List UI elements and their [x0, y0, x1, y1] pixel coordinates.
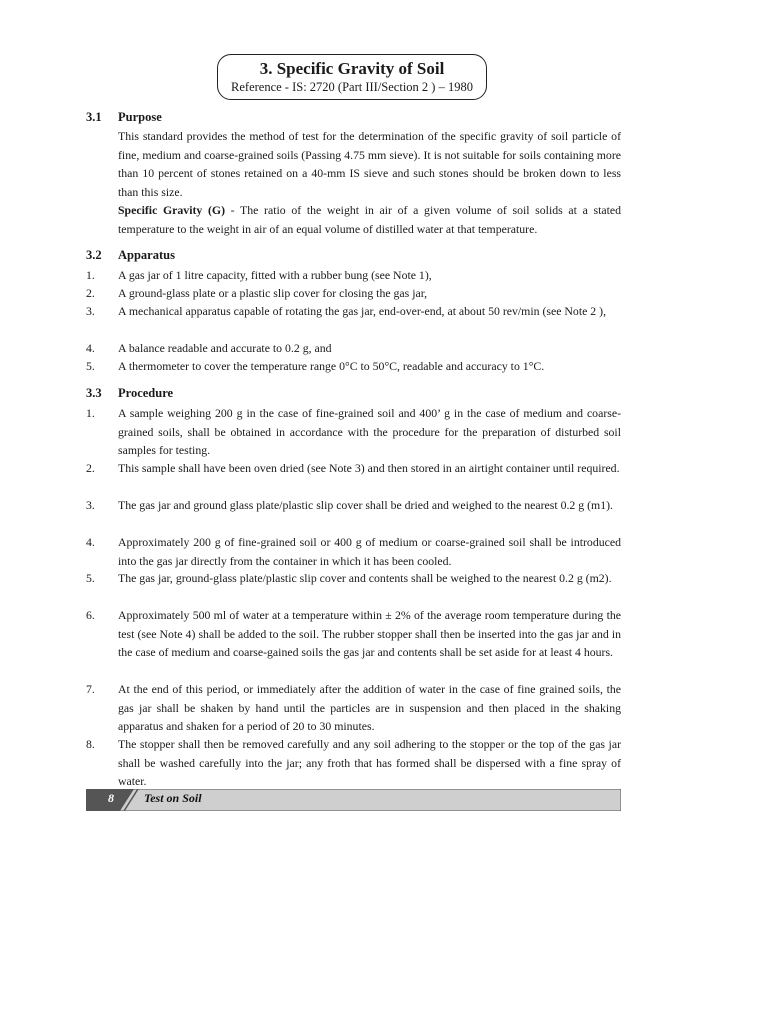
page-title: 3. Specific Gravity of Soil [259, 59, 445, 78]
section-title-procedure: Procedure [118, 386, 174, 400]
apparatus-item-number: 3. [86, 304, 95, 318]
procedure-item: The stopper shall then be removed carefully and any soil adhering to the stopper or the top of the gas jar shall be washed carefully into the jar; any froth that has formed shall be dispersed with a fine spray of water. [118, 737, 621, 788]
procedure-item-number: 5. [86, 571, 95, 585]
section-number-purpose: 3.1 [86, 110, 102, 124]
section-number-apparatus: 3.2 [86, 248, 102, 262]
procedure-item-number: 4. [86, 535, 95, 549]
apparatus-item-number: 2. [86, 286, 95, 300]
procedure-item: This sample shall have been oven dried (see Note 3) and then stored in an airtight container until required. [118, 461, 620, 475]
apparatus-item: A mechanical apparatus capable of rotating the gas jar, end-over-end, at about 50 rev/min (see Note 2 ), [118, 304, 607, 318]
procedure-item: At the end of this period, or immediately after the addition of water in the case of fine grained soils, the gas jar shall be shaken by hand until the particles are in suspension and then placed in the shaking apparatus and shaken for a period of 20 to 30 minutes. [118, 682, 621, 733]
procedure-item-number: 7. [86, 682, 95, 696]
section-number-procedure: 3.3 [86, 386, 102, 400]
procedure-item-number: 3. [86, 498, 95, 512]
section-title-purpose: Purpose [118, 110, 162, 124]
procedure-item-number: 1. [86, 406, 95, 420]
apparatus-item-number: 5. [86, 359, 95, 373]
title-box [217, 54, 487, 100]
procedure-item: The gas jar and ground glass plate/plastic slip cover shall be dried and weighed to the nearest 0.2 g (m1). [118, 498, 613, 512]
purpose-text: This standard provides the method of test for the determination of the specific gravity of soil particle of fine, medium and coarse-grained soils (Passing 4.75 mm sieve). It is not suitable for soils containing more than 10 percent of stones retained on a 40-mm IS sieve and such stones should be broken down to less than this size. [118, 129, 621, 199]
definition-term: Specific Gravity (G) [118, 203, 225, 217]
page-footer [86, 789, 621, 811]
procedure-item-number: 2. [86, 461, 95, 475]
apparatus-item: A balance readable and accurate to 0.2 g, and [118, 341, 332, 355]
procedure-item: Approximately 200 g of fine-grained soil or 400 g of medium or coarse-grained soil shall be introduced into the gas jar directly from the container in which it has been cooled. [118, 535, 621, 568]
apparatus-item: A ground-glass plate or a plastic slip cover for closing the gas jar, [118, 286, 428, 300]
procedure-item-number: 6. [86, 608, 95, 622]
definition-text: - The ratio of the weight in air of a given volume of soil solids at a stated temperature to the weight in air of an equal volume of distilled water at that temperature. [118, 203, 621, 236]
reference-line: Reference - IS: 2720 (Part III/Section 2 ) – 1980 [231, 80, 473, 94]
apparatus-item: A thermometer to cover the temperature range 0°C to 50°C, readable and accuracy to 1°C. [118, 359, 545, 373]
page-number: 8 [108, 791, 114, 805]
apparatus-item-number: 1. [86, 268, 95, 282]
footer-title: Test on Soil [144, 791, 202, 805]
procedure-item: Approximately 500 ml of water at a temperature within ± 2% of the average room temperature during the test (see Note 4) shall be added to the soil. The rubber stopper shall then be inserted into the gas jar and in the case of medium and coarse-gained soils the gas jar and contents shall be set aside for at least 4 hours. [118, 608, 621, 659]
procedure-item-number: 8. [86, 737, 95, 751]
specific-gravity-definition [118, 201, 621, 238]
apparatus-item: A gas jar of 1 litre capacity, fitted with a rubber bung (see Note 1), [118, 268, 432, 282]
apparatus-item-number: 4. [86, 341, 95, 355]
section-title-apparatus: Apparatus [118, 248, 175, 262]
procedure-item: The gas jar, ground-glass plate/plastic slip cover and contents shall be weighed to the nearest 0.2 g (m2). [118, 571, 612, 585]
procedure-item: A sample weighing 200 g in the case of fine-grained soil and 400’ g in the case of medium and coarse-grained soils, shall be obtained in accordance with the procedure for the preparation of disturbed soil samples for testing. [118, 406, 621, 457]
